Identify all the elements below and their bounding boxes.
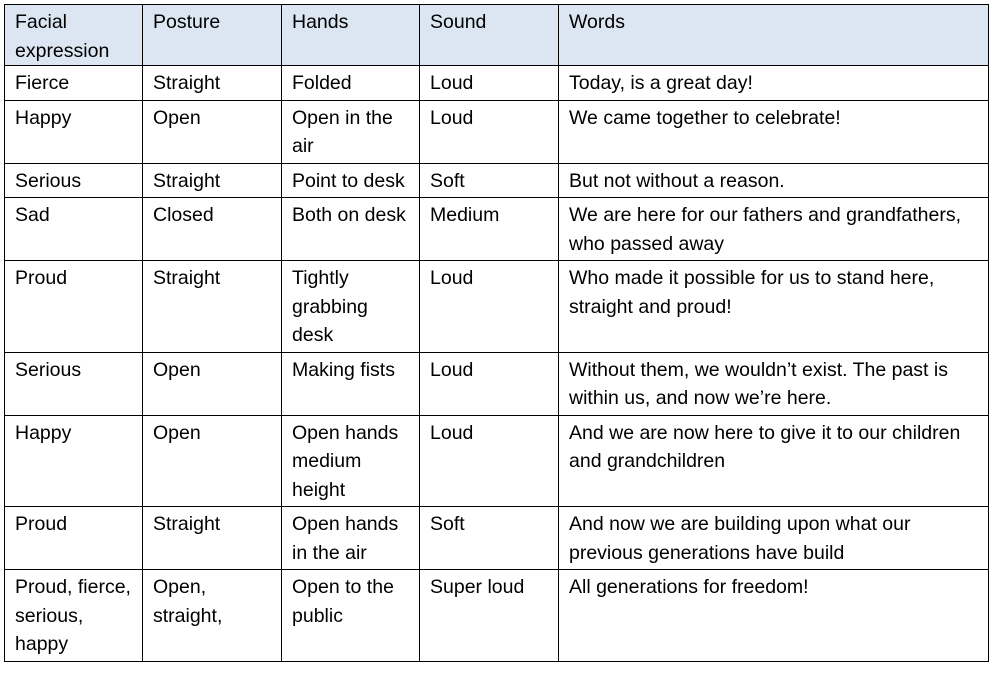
cell-sound: Loud: [420, 352, 559, 415]
cell-words: Who made it possible for us to stand here, straight and proud!: [559, 261, 989, 353]
cell-hands: Both on desk: [282, 198, 420, 261]
cell-hands: Open hands in the air: [282, 507, 420, 570]
cell-hands: Open to the public: [282, 570, 420, 662]
cell-sound: Loud: [420, 66, 559, 101]
cell-facial-expression: Proud: [5, 261, 143, 353]
table-row: [5, 261, 989, 353]
header-posture: Posture: [143, 5, 282, 66]
cell-words: But not without a reason.: [559, 163, 989, 198]
cell-sound: Soft: [420, 163, 559, 198]
speech-delivery-table: [4, 4, 989, 662]
cell-posture: Open, straight,: [143, 570, 282, 662]
cell-words: And now we are building upon what our previous generations have build: [559, 507, 989, 570]
cell-posture: Straight: [143, 507, 282, 570]
cell-hands: Making fists: [282, 352, 420, 415]
table-row: [5, 507, 989, 570]
cell-facial-expression: Serious: [5, 352, 143, 415]
cell-posture: Closed: [143, 198, 282, 261]
cell-posture: Straight: [143, 261, 282, 353]
table-row: [5, 198, 989, 261]
cell-hands: Tightly grabbing desk: [282, 261, 420, 353]
cell-words: We are here for our fathers and grandfathers, who passed away: [559, 198, 989, 261]
cell-words: All generations for freedom!: [559, 570, 989, 662]
cell-sound: Loud: [420, 261, 559, 353]
cell-facial-expression: Serious: [5, 163, 143, 198]
header-facial-expression: Facial expression: [5, 5, 143, 66]
cell-facial-expression: Happy: [5, 100, 143, 163]
table-row: [5, 570, 989, 662]
cell-hands: Open hands medium height: [282, 415, 420, 507]
cell-words: And we are now here to give it to our children and grandchildren: [559, 415, 989, 507]
table-row: [5, 352, 989, 415]
cell-posture: Straight: [143, 66, 282, 101]
cell-hands: Open in the air: [282, 100, 420, 163]
table-row: [5, 163, 989, 198]
cell-sound: Loud: [420, 415, 559, 507]
cell-words: We came together to celebrate!: [559, 100, 989, 163]
cell-words: Today, is a great day!: [559, 66, 989, 101]
header-hands: Hands: [282, 5, 420, 66]
cell-posture: Open: [143, 415, 282, 507]
cell-hands: Point to desk: [282, 163, 420, 198]
cell-sound: Loud: [420, 100, 559, 163]
cell-facial-expression: Proud, fierce, serious, happy: [5, 570, 143, 662]
cell-facial-expression: Sad: [5, 198, 143, 261]
header-sound: Sound: [420, 5, 559, 66]
cell-facial-expression: Fierce: [5, 66, 143, 101]
table-row: [5, 415, 989, 507]
cell-facial-expression: Proud: [5, 507, 143, 570]
cell-sound: Soft: [420, 507, 559, 570]
table-row: [5, 100, 989, 163]
cell-hands: Folded: [282, 66, 420, 101]
header-row: [5, 5, 989, 66]
table-row: [5, 66, 989, 101]
cell-posture: Open: [143, 352, 282, 415]
cell-sound: Super loud: [420, 570, 559, 662]
cell-posture: Straight: [143, 163, 282, 198]
cell-posture: Open: [143, 100, 282, 163]
header-words: Words: [559, 5, 989, 66]
cell-sound: Medium: [420, 198, 559, 261]
cell-facial-expression: Happy: [5, 415, 143, 507]
cell-words: Without them, we wouldn’t exist. The past is within us, and now we’re here.: [559, 352, 989, 415]
